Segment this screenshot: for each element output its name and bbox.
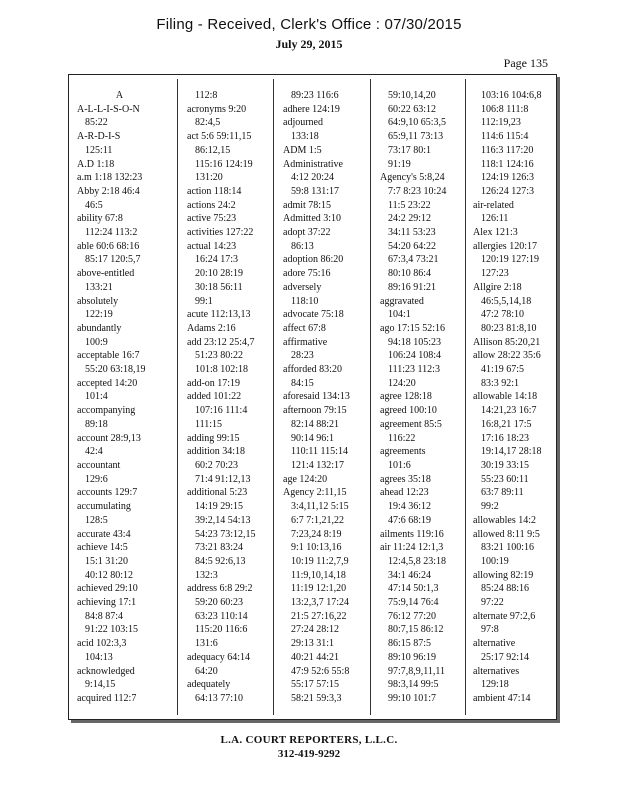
index-entry: ago 17:15 52:16: [380, 322, 445, 334]
index-page-refs: 76:12 77:20: [388, 610, 437, 622]
index-entry: allergies 120:17: [473, 240, 537, 252]
index-page-refs: 112:19,23: [481, 117, 521, 129]
index-page-refs: 25:17 92:14: [481, 651, 530, 663]
index-entry: alternative: [473, 638, 516, 650]
column-divider: [177, 79, 178, 715]
index-page-refs: 103:16 104:6,8: [481, 90, 542, 101]
index-page-refs: 106:24 108:4: [388, 350, 442, 362]
column-divider: [273, 79, 274, 715]
index-frame: [68, 74, 557, 720]
index-page-refs: 14:21,23 16:7: [481, 405, 537, 417]
index-page-refs: 110:11 115:14: [291, 446, 348, 458]
index-entry: accumulating: [77, 501, 131, 513]
index-page-refs: 133:21: [85, 281, 113, 293]
index-entry: acute 112:13,13: [187, 309, 251, 321]
index-entry: affect 67:8: [283, 322, 326, 334]
index-page-refs: 59:8 131:17: [291, 185, 340, 197]
index-page-refs: 84:8 87:4: [85, 610, 124, 622]
index-page-refs: 101:6: [388, 459, 411, 471]
index-page-refs: 85:22: [85, 117, 108, 129]
index-page-refs: 54:23 73:12,15: [195, 528, 256, 540]
index-entry: Abby 2:18 46:4: [77, 185, 140, 197]
index-page-refs: 124:19 126:3: [481, 172, 535, 184]
index-page-refs: 112:24 113:2: [85, 227, 138, 239]
index-page-refs: 59:10,14,20: [388, 90, 436, 101]
index-page-refs: 71:4 91:12,13: [195, 473, 251, 485]
index-page-refs: 41:19 67:5: [481, 364, 525, 376]
index-page-refs: 55:23 60:11: [481, 473, 529, 485]
index-page-refs: 94:18 105:23: [388, 336, 442, 348]
index-page-refs: 115:16 124:19: [195, 158, 253, 170]
index-entry: adore 75:16: [283, 268, 331, 280]
index-entry: achieved 29:10: [77, 583, 138, 595]
index-page-refs: 126:11: [481, 213, 509, 225]
index-page-refs: 85:24 88:16: [481, 583, 530, 595]
index-entry: accompanying: [77, 405, 136, 417]
index-page-refs: 34:1 46:24: [388, 569, 432, 581]
index-entry: achieve 14:5: [77, 542, 128, 554]
index-page-refs: 127:23: [481, 268, 509, 280]
index-page-refs: 75:9,14 76:4: [388, 597, 439, 609]
index-entry: accurate 43:4: [77, 528, 131, 540]
index-entry: acid 102:3,3: [77, 638, 127, 650]
index-entry: afforded 83:20: [283, 364, 342, 376]
index-entry: abundantly: [77, 322, 122, 334]
index-entry: Allison 85:20,21: [473, 336, 541, 348]
index-page-refs: 106:8 111:8: [481, 103, 529, 115]
index-page-refs: 129:6: [85, 473, 108, 485]
index-page-refs: 63:23 110:14: [195, 610, 248, 622]
index-page-refs: 101:8 102:18: [195, 364, 249, 376]
index-entry: active 75:23: [187, 213, 237, 225]
index-entry: allowables 14:2: [473, 514, 537, 526]
index-page-refs: 9:14,15: [85, 679, 116, 691]
index-page-refs: 6:7 7:1,21,22: [291, 514, 345, 526]
index-page-refs: 11:19 12:1,20: [291, 583, 347, 595]
index-entry: address 6:8 29:2: [187, 583, 253, 595]
index-entry: account 28:9,13: [77, 432, 141, 444]
index-page-refs: 3:4,11,12 5:15: [291, 501, 349, 513]
index-entry: Admitted 3:10: [283, 213, 342, 225]
index-page-refs: 129:18: [481, 679, 509, 691]
index-column-1: [77, 89, 162, 706]
index-entry: agreement 85:5: [380, 418, 442, 430]
index-page-refs: 60:2 70:23: [195, 459, 239, 471]
index-page-refs: 46:5,5,14,18: [481, 295, 532, 307]
index-page-refs: 83:21 100:16: [481, 542, 535, 554]
index-page-refs: 24:2 29:12: [388, 213, 432, 225]
index-page-refs: 118:10: [291, 295, 319, 307]
index-page-refs: 100:9: [85, 336, 108, 348]
index-page-refs: 86:15 87:5: [388, 638, 432, 650]
index-page-refs: 14:19 29:15: [195, 501, 244, 513]
index-page-refs: 63:7 89:11: [481, 487, 524, 499]
index-entry: acquired 112:7: [77, 692, 137, 704]
index-entry: achieving 17:1: [77, 597, 137, 609]
index-entry: A-R-D-I-S: [77, 131, 121, 143]
index-page-refs: 91:22 103:15: [85, 624, 139, 636]
index-page-refs: 115:20 116:6: [195, 624, 248, 636]
index-entry: able 60:6 68:16: [77, 240, 140, 252]
index-entry: allowable 14:18: [473, 391, 538, 403]
index-page-refs: 86:12,15: [195, 144, 231, 156]
index-page-refs: 82:4,5: [195, 117, 221, 129]
index-entry: ahead 12:23: [380, 487, 429, 499]
index-page-refs: 99:1: [195, 295, 213, 307]
index-entry: added 101:22: [187, 391, 242, 403]
index-page-refs: 64:20: [195, 665, 218, 677]
index-page-refs: 10:19 11:2,7,9: [291, 555, 349, 567]
index-page-refs: 133:18: [291, 131, 319, 143]
index-page-refs: 21:5 27:16,22: [291, 610, 347, 622]
index-entry: allowing 82:19: [473, 569, 534, 581]
index-column-2: [187, 89, 272, 706]
index-letter-heading: A: [115, 90, 124, 101]
index-page-refs: 60:22 63:12: [388, 103, 437, 115]
index-page-refs: 131:20: [195, 172, 223, 184]
index-page-refs: 7:23,24 8:19: [291, 528, 342, 540]
index-entry: allow 28:22 35:6: [473, 350, 541, 362]
index-entry: A.D 1:18: [77, 158, 115, 170]
footer-company: L.A. COURT REPORTERS, L.L.C.: [220, 734, 398, 746]
index-entry: allowed 8:11 9:5: [473, 528, 540, 540]
index-page-refs: 64:9,10 65:3,5: [388, 117, 447, 129]
index-page-refs: 131:6: [195, 638, 218, 650]
page-number: Page 135: [503, 56, 548, 70]
index-page-refs: 99:2: [481, 501, 499, 513]
index-entry: ambient 47:14: [473, 692, 531, 704]
index-page-refs: 40:21 44:21: [291, 651, 340, 663]
index-page-refs: 84:5 92:6,13: [195, 555, 246, 567]
index-page-refs: 107:16 111:4: [195, 405, 248, 417]
index-page-refs: 114:6 115:4: [481, 131, 529, 143]
index-entry: affirmative: [283, 336, 328, 348]
index-column-3: [283, 89, 368, 706]
index-page-refs: 122:19: [85, 309, 113, 321]
index-page-refs: 30:19 33:15: [481, 459, 530, 471]
index-entry: Alex 121:3: [473, 227, 518, 239]
index-entry: accounts 129:7: [77, 487, 138, 499]
index-page-refs: 89:16 91:21: [388, 281, 437, 293]
index-entry: adequacy 64:14: [187, 651, 251, 663]
index-page-refs: 19:4 36:12: [388, 501, 432, 513]
index-entry: add 23:12 25:4,7: [187, 336, 255, 348]
index-page-refs: 58:21 59:3,3: [291, 692, 342, 704]
index-entry: admit 78:15: [283, 199, 332, 211]
index-entry: act 5:6 59:11,15: [187, 131, 252, 143]
index-page-refs: 128:5: [85, 514, 108, 526]
index-page-refs: 55:20 63:18,19: [85, 364, 146, 376]
index-page-refs: 64:13 77:10: [195, 692, 244, 704]
index-page-refs: 12:4,5,8 23:18: [388, 555, 447, 567]
index-page-refs: 54:20 64:22: [388, 240, 437, 252]
index-page-refs: 98:3,14 99:5: [388, 679, 439, 691]
index-entry: acceptable 16:7: [77, 350, 140, 362]
index-entry: agreements: [380, 446, 426, 458]
index-entry: Adams 2:16: [187, 322, 236, 334]
index-entry: ability 67:8: [77, 213, 123, 225]
index-page-refs: 86:13: [291, 240, 314, 252]
footer-phone: 312-419-9292: [277, 748, 341, 760]
index-entry: ailments 119:16: [380, 528, 444, 540]
index-page-refs: 125:11: [85, 144, 113, 156]
index-page-refs: 112:8: [195, 90, 218, 101]
index-page-refs: 116:3 117:20: [481, 144, 534, 156]
index-page-refs: 29:13 31:1: [291, 638, 335, 650]
index-entry: Agency's 5:8,24: [380, 172, 445, 184]
index-page-refs: 67:3,4 73:21: [388, 254, 439, 266]
index-entry: adding 99:15: [187, 432, 240, 444]
index-page-refs: 47:2 78:10: [481, 309, 525, 321]
filing-stamp: Filing - Received, Clerk's Office : 07/30/2015: [156, 16, 462, 33]
index-page-refs: 111:23 112:3: [388, 364, 440, 376]
index-page-refs: 118:1 124:16: [481, 158, 534, 170]
index-page-refs: 73:17 80:1: [388, 144, 432, 156]
index-entry: afternoon 79:15: [283, 405, 347, 417]
column-divider: [370, 79, 371, 715]
index-page-refs: 42:4: [85, 446, 103, 458]
index-page-refs: 47:14 50:1,3: [388, 583, 439, 595]
index-page-refs: 55:17 57:15: [291, 679, 340, 691]
index-entry: acknowledged: [77, 665, 135, 677]
index-page-refs: 99:10 101:7: [388, 692, 437, 704]
index-page-refs: 11:5 23:22: [388, 199, 431, 211]
index-page-refs: 80:10 86:4: [388, 268, 432, 280]
index-entry: adhere 124:19: [283, 103, 340, 115]
index-page-refs: 7:7 8:23 10:24: [388, 185, 447, 197]
index-page-refs: 16:24 17:3: [195, 254, 239, 266]
index-entry: actual 14:23: [187, 240, 237, 252]
index-entry: Agency 2:11,15: [283, 487, 347, 499]
index-page-refs: 20:10 28:19: [195, 268, 244, 280]
index-entry: adoption 86:20: [283, 254, 344, 266]
index-entry: above-entitled: [77, 268, 135, 280]
index-page-refs: 28:23: [291, 350, 314, 362]
index-page-refs: 13:2,3,7 17:24: [291, 597, 350, 609]
index-page-refs: 121:4 132:17: [291, 459, 345, 471]
index-page-refs: 27:24 28:12: [291, 624, 340, 636]
index-entry: add-on 17:19: [187, 377, 241, 389]
index-entry: accountant: [77, 459, 121, 471]
index-entry: advocate 75:18: [283, 309, 344, 321]
index-entry: air 11:24 12:1,3: [380, 542, 444, 554]
index-entry: alternate 97:2,6: [473, 610, 536, 622]
index-page-refs: 104:13: [85, 651, 113, 663]
index-entry: agrees 35:18: [380, 473, 431, 485]
index-page-refs: 59:20 60:23: [195, 597, 244, 609]
index-page-refs: 16:8,21 17:5: [481, 418, 532, 430]
index-page-refs: 97:7,8,9,11,11: [388, 665, 446, 677]
index-page-refs: 90:14 96:1: [291, 432, 335, 444]
index-page-refs: 89:23 116:6: [291, 90, 339, 101]
index-entry: absolutely: [77, 295, 119, 307]
index-entry: A-L-L-I-S-O-N: [77, 103, 140, 115]
index-page-refs: 97:8: [481, 624, 499, 636]
index-page-refs: 9:1 10:13,16: [291, 542, 342, 554]
index-page-refs: 4:12 20:24: [291, 172, 335, 184]
index-page-refs: 111:15: [195, 418, 223, 430]
index-column-4: [380, 89, 465, 706]
index-entry: alternatives: [473, 665, 520, 677]
index-entry: aggravated: [380, 295, 424, 307]
index-page-refs: 91:19: [388, 158, 411, 170]
index-page-refs: 65:9,11 73:13: [388, 131, 444, 143]
index-entry: adjourned: [283, 117, 323, 129]
index-page-refs: 47:9 52:6 55:8: [291, 665, 350, 677]
index-page-refs: 80:7,15 86:12: [388, 624, 444, 636]
index-page-refs: 51:23 80:22: [195, 350, 244, 362]
index-entry: adversely: [283, 281, 322, 293]
index-page-refs: 126:24 127:3: [481, 185, 535, 197]
index-page-refs: 101:4: [85, 391, 108, 403]
index-page-refs: 19:14,17 28:18: [481, 446, 542, 458]
index-page-refs: 47:6 68:19: [388, 514, 432, 526]
index-page-refs: 30:18 56:11: [195, 281, 243, 293]
index-entry: actions 24:2: [187, 199, 236, 211]
index-page-refs: 82:14 88:21: [291, 418, 340, 430]
transcript-date: July 29, 2015: [275, 37, 343, 51]
index-entry: activities 127:22: [187, 227, 254, 239]
index-page-refs: 104:1: [388, 309, 411, 321]
index-page-refs: 73:21 83:24: [195, 542, 244, 554]
index-entry: agreed 100:10: [380, 405, 437, 417]
index-page-refs: 89:18: [85, 418, 108, 430]
index-page-refs: 83:3 92:1: [481, 377, 520, 389]
index-page-refs: 15:1 31:20: [85, 555, 129, 567]
index-page-refs: 11:9,10,14,18: [291, 569, 346, 581]
index-page-refs: 40:12 80:12: [85, 569, 134, 581]
index-entry: adequately: [187, 679, 231, 691]
index-column-5: [473, 89, 558, 706]
index-entry: additional 5:23: [187, 487, 248, 499]
index-page-refs: 84:15: [291, 377, 314, 389]
index-entry: acronyms 9:20: [187, 103, 247, 115]
index-page-refs: 116:22: [388, 432, 416, 444]
index-page-refs: 100:19: [481, 555, 509, 567]
index-entry: air-related: [473, 199, 514, 211]
index-page-refs: 39:2,14 54:13: [195, 514, 251, 526]
index-entry: Administrative: [283, 158, 343, 170]
index-entry: adopt 37:22: [283, 227, 331, 239]
index-entry: age 124:20: [283, 473, 328, 485]
index-page-refs: 97:22: [481, 597, 504, 609]
index-page-refs: 85:17 120:5,7: [85, 254, 141, 266]
index-entry: ADM 1:5: [283, 144, 322, 156]
index-page-refs: 124:20: [388, 377, 416, 389]
index-page-refs: 17:16 18:23: [481, 432, 530, 444]
index-entry: Allgire 2:18: [473, 281, 522, 293]
index-page-refs: 89:10 96:19: [388, 651, 437, 663]
index-entry: aforesaid 134:13: [283, 391, 350, 403]
index-page-refs: 34:11 53:23: [388, 227, 436, 239]
index-page-refs: 80:23 81:8,10: [481, 322, 537, 334]
index-entry: a.m 1:18 132:23: [77, 172, 143, 184]
index-page-refs: 120:19 127:19: [481, 254, 540, 266]
index-entry: action 118:14: [187, 185, 242, 197]
index-page-refs: 132:3: [195, 569, 218, 581]
index-page-refs: 46:5: [85, 199, 103, 211]
column-divider: [465, 79, 466, 715]
index-entry: accepted 14:20: [77, 377, 138, 389]
index-entry: agree 128:18: [380, 391, 432, 403]
index-entry: addition 34:18: [187, 446, 246, 458]
